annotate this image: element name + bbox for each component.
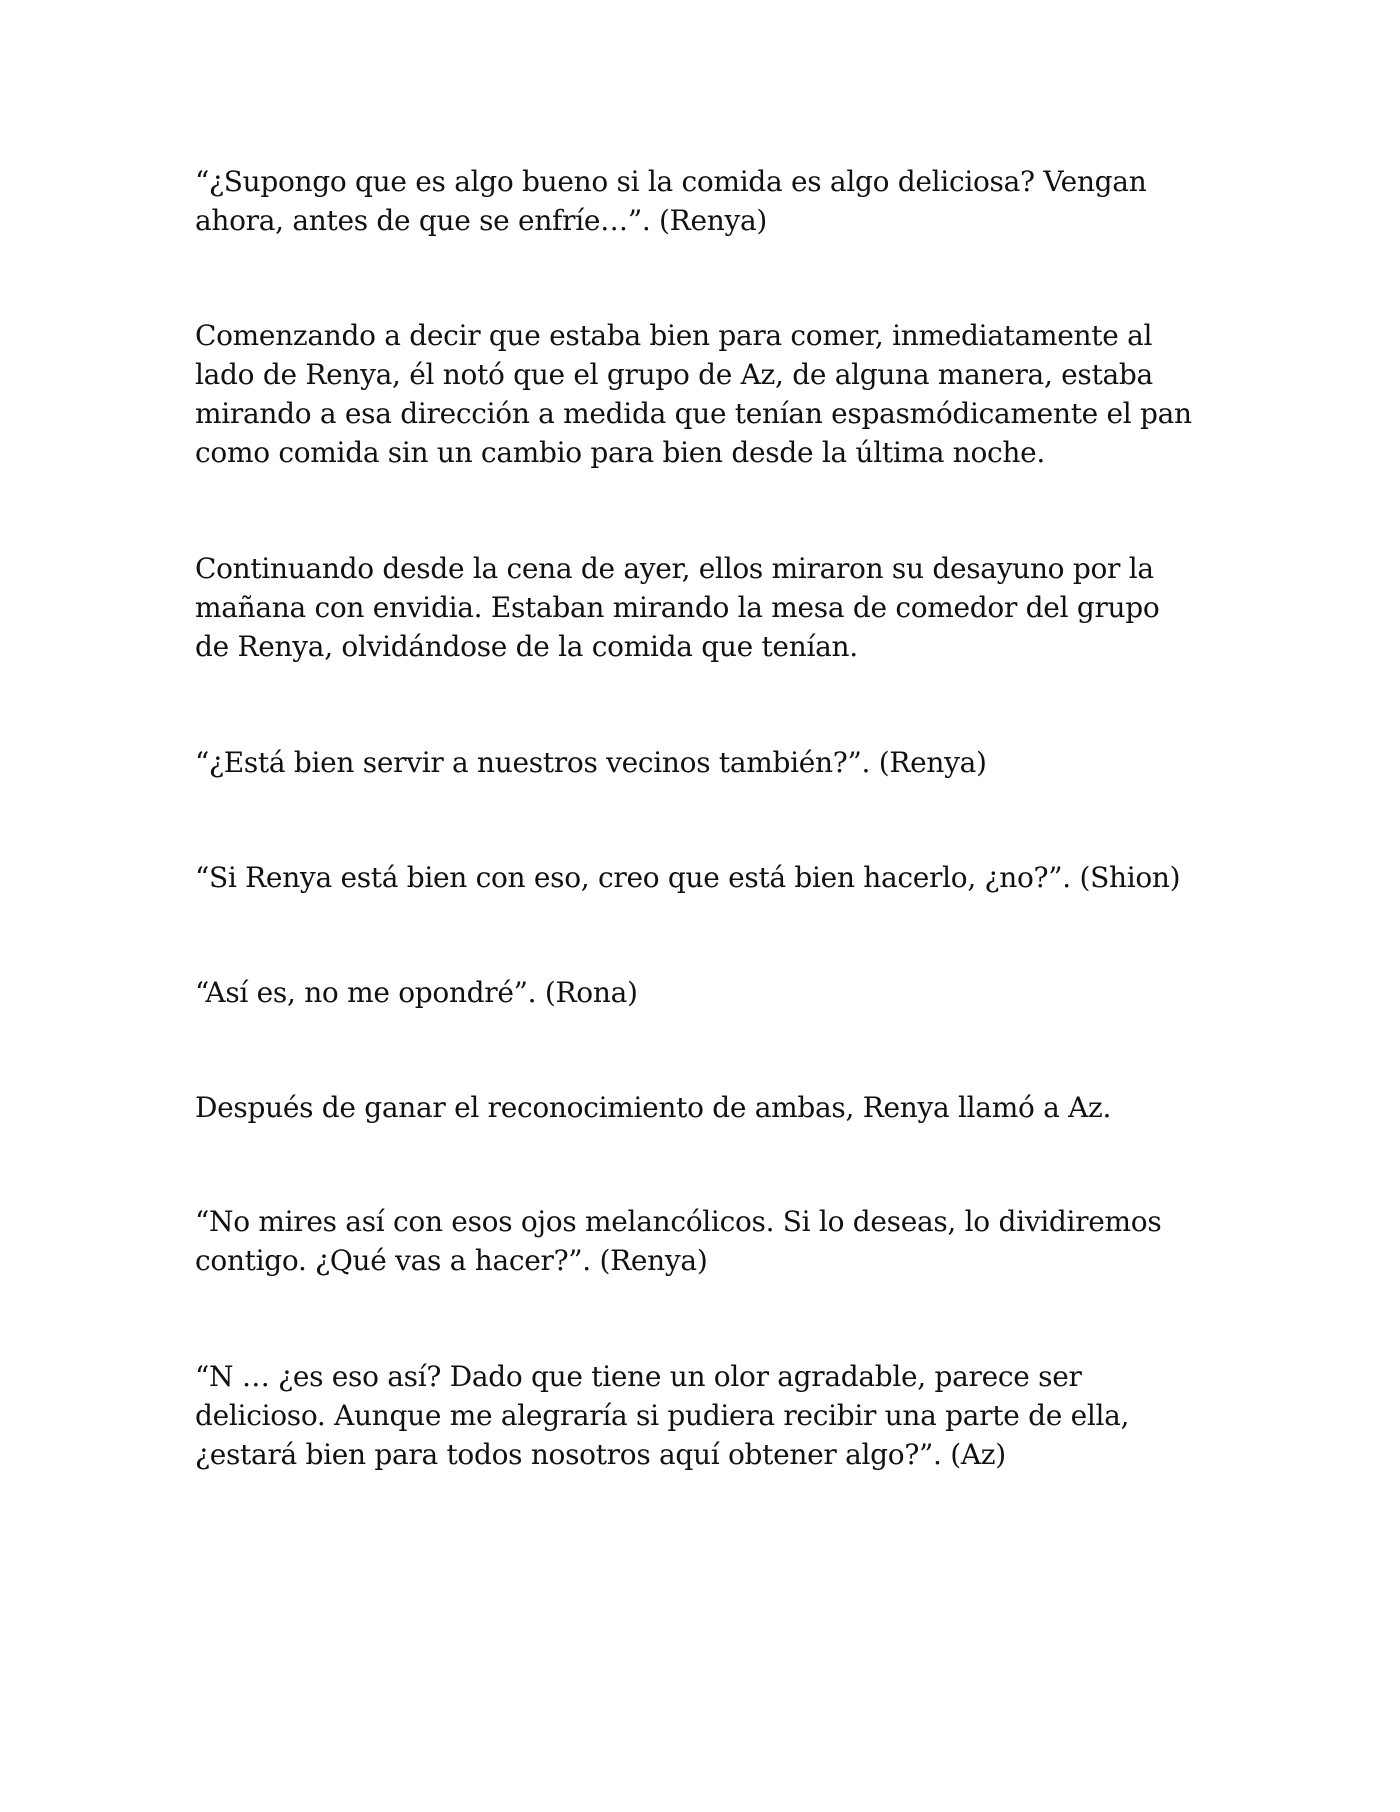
paragraph-8: [195, 1202, 1235, 1280]
paragraph-3: [195, 549, 1235, 666]
paragraph-1: [195, 162, 1235, 240]
paragraph-line: “N … ¿es eso así? Dado que tiene un olor agradable, parece ser: [195, 1360, 1082, 1393]
paragraph-line: Continuando desde la cena de ayer, ellos miraron su desayuno por la: [195, 552, 1154, 585]
paragraph-line: de Renya, olvidándose de la comida que tenían.: [195, 630, 858, 663]
paragraph-2: [195, 316, 1235, 472]
paragraph-5: [195, 858, 1235, 897]
paragraph-7: [195, 1088, 1235, 1127]
paragraph-line: ahora, antes de que se enfríe…”. (Renya): [195, 204, 767, 237]
paragraph-line: lado de Renya, él notó que el grupo de Az, de alguna manera, estaba: [195, 358, 1153, 391]
paragraph-line: mirando a esa dirección a medida que tenían espasmódicamente el pan: [195, 397, 1192, 430]
paragraph-4: [195, 743, 1235, 782]
paragraph-line: “Si Renya está bien con eso, creo que está bien hacerlo, ¿no?”. (Shion): [195, 861, 1181, 894]
paragraph-6: [195, 973, 1235, 1012]
paragraph-line: Comenzando a decir que estaba bien para comer, inmediatamente al: [195, 319, 1153, 352]
paragraph-line: mañana con envidia. Estaban mirando la mesa de comedor del grupo: [195, 591, 1160, 624]
paragraph-line: Después de ganar el reconocimiento de ambas, Renya llamó a Az.: [195, 1091, 1112, 1124]
paragraph-line: ¿estará bien para todos nosotros aquí obtener algo?”. (Az): [195, 1438, 1006, 1471]
paragraph-line: como comida sin un cambio para bien desde la última noche.: [195, 436, 1045, 469]
paragraph-line: “No mires así con esos ojos melancólicos. Si lo deseas, lo dividiremos: [195, 1205, 1162, 1238]
paragraph-line: “Así es, no me opondré”. (Rona): [195, 976, 638, 1009]
paragraph-line: “¿Está bien servir a nuestros vecinos también?”. (Renya): [195, 746, 987, 779]
paragraph-9: [195, 1357, 1235, 1474]
paragraph-line: “¿Supongo que es algo bueno si la comida es algo deliciosa? Vengan: [195, 165, 1147, 198]
paragraph-line: delicioso. Aunque me alegraría si pudiera recibir una parte de ella,: [195, 1399, 1130, 1432]
paragraph-line: contigo. ¿Qué vas a hacer?”. (Renya): [195, 1244, 708, 1277]
